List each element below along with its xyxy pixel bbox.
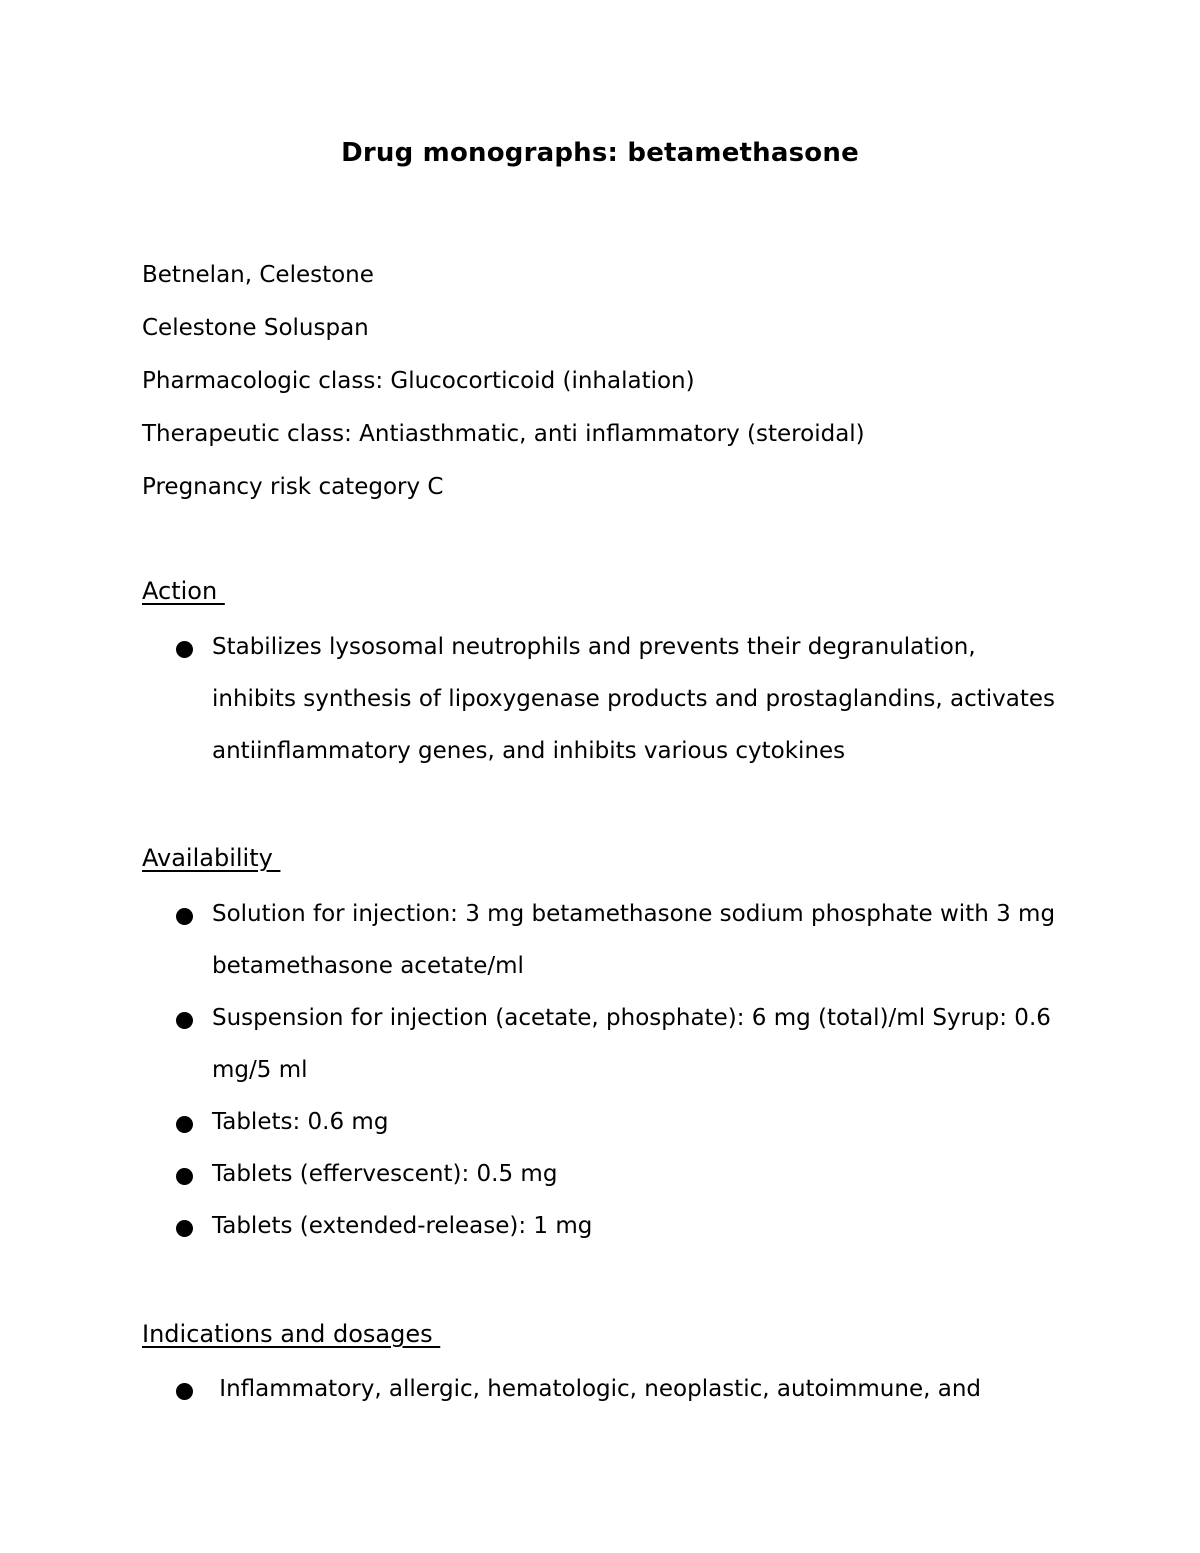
list-item-text: Tablets (effervescent): 0.5 mg: [212, 1161, 558, 1187]
list-item-text: Stabilizes lysosomal neutrophils and prevents their degranulation, inhibits synthesis of lipoxygenase products and prostaglandins, activates antiinflammatory genes, and inhibits various cytokines: [212, 634, 1056, 764]
bullet-icon: [176, 1220, 193, 1237]
list-item-text: Tablets (extended-release): 1 mg: [212, 1213, 593, 1239]
section-heading-action: Action: [142, 577, 225, 605]
page-title: Drug monographs: betamethasone: [341, 138, 859, 168]
bullet-icon: [176, 1168, 193, 1185]
bullet-icon: [176, 908, 193, 925]
therapeutic-class: Therapeutic class: Antiasthmatic, anti inflammatory (steroidal): [142, 421, 865, 447]
section-heading-indications: Indications and dosages: [142, 1320, 441, 1348]
pharmacologic-class: Pharmacologic class: Glucocorticoid (inhalation): [142, 368, 695, 394]
brand-names: Betnelan, Celestone: [142, 262, 374, 288]
bullet-icon: [176, 1383, 193, 1400]
pregnancy-risk-category: Pregnancy risk category C: [142, 474, 444, 500]
list-item-text: Inflammatory, allergic, hematologic, neoplastic, autoimmune, and: [212, 1376, 982, 1402]
list-item-text: Tablets: 0.6 mg: [212, 1109, 389, 1135]
bullet-icon: [176, 641, 193, 658]
brand-name-secondary: Celestone Soluspan: [142, 315, 369, 341]
list-item-text: Solution for injection: 3 mg betamethasone sodium phosphate with 3 mg betamethasone acetate/ml: [212, 901, 1056, 979]
bullet-icon: [176, 1116, 193, 1133]
section-heading-availability: Availability: [142, 844, 281, 872]
bullet-icon: [176, 1012, 193, 1029]
list-item-text: Suspension for injection (acetate, phosphate): 6 mg (total)/ml Syrup: 0.6 mg/5 ml: [212, 1005, 1051, 1083]
